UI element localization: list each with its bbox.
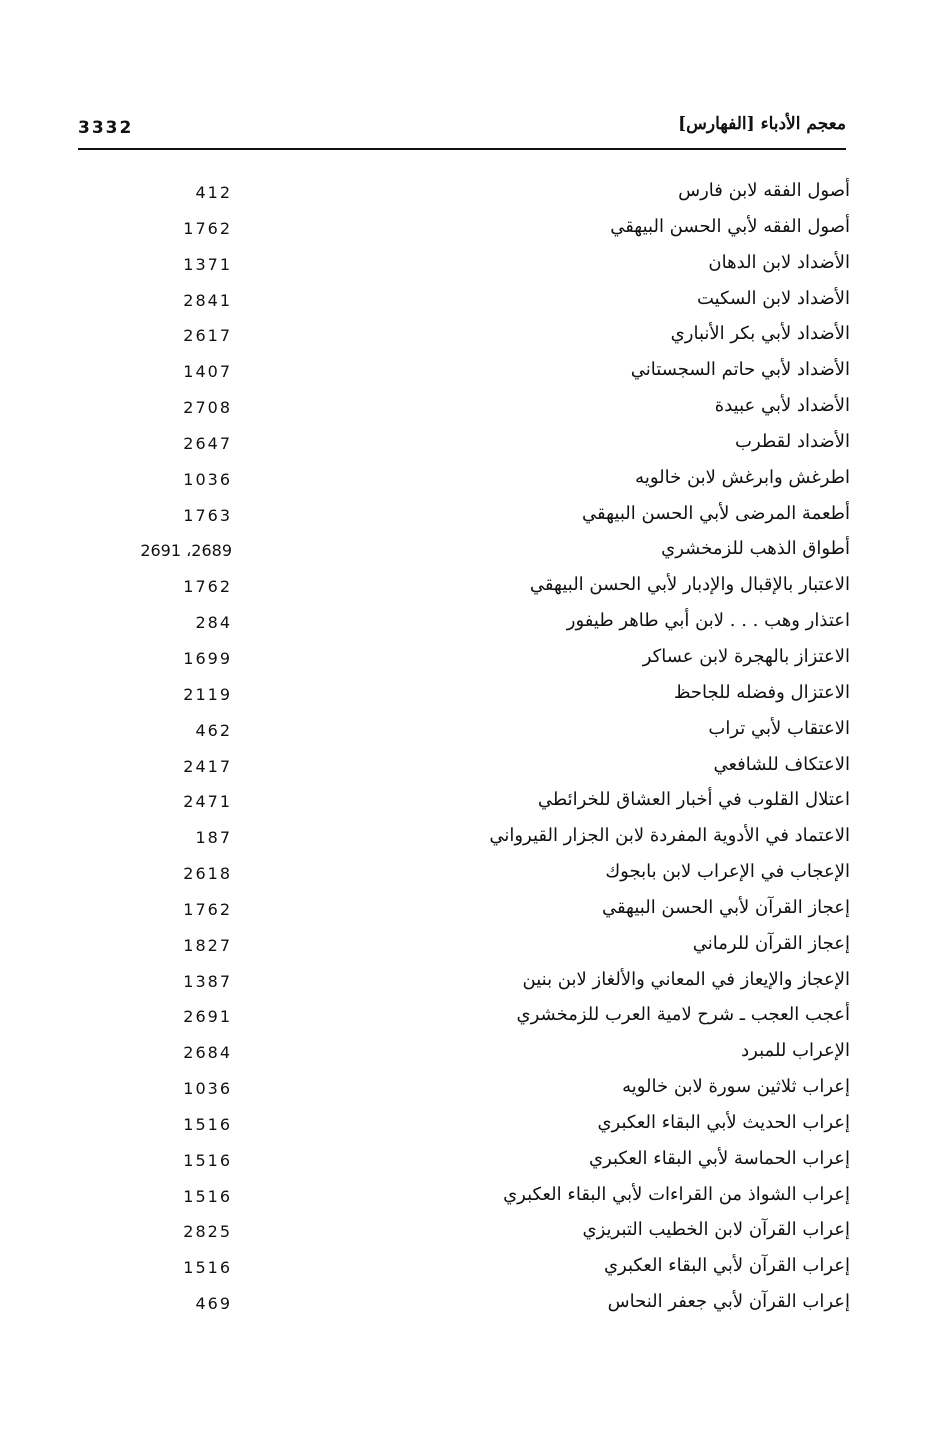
entry-title: إعراب القرآن لأبي البقاء العكبري	[603, 1255, 850, 1277]
entry-title: الاعتزاز بالهجرة لابن عساكر	[642, 645, 850, 667]
index-entry	[0, 785, 938, 821]
entry-title: الإعجاز والإيعاز في المعاني والألغاز لابن بنين	[522, 968, 850, 990]
entry-page-numbers: 2708	[183, 398, 232, 418]
entry-title: الأضداد لأبي بكر الأنباري	[670, 323, 850, 345]
entry-title: اعتلال القلوب في أخبار العشاق للخرائطي	[537, 789, 850, 811]
entry-title: إعجاز القرآن للرماني	[692, 932, 850, 954]
entry-page-numbers: 1762	[183, 577, 232, 597]
entry-page-numbers: 2119	[183, 684, 232, 704]
entry-page-numbers: 1036	[183, 1079, 232, 1099]
entry-page-numbers: 1699	[183, 648, 232, 668]
entry-page-numbers: 1763	[183, 505, 232, 525]
index-entry	[0, 1036, 938, 1072]
index-list	[0, 176, 938, 1323]
index-entry	[0, 176, 938, 212]
index-entry	[0, 319, 938, 355]
index-entry	[0, 534, 938, 570]
entry-page-numbers: 2647	[183, 433, 232, 453]
entry-title: اطرغش وابرغش لابن خالويه	[635, 466, 850, 488]
entry-title: إعراب الحماسة لأبي البقاء العكبري	[588, 1147, 850, 1169]
index-entry	[0, 1287, 938, 1323]
entry-page-numbers: 1516	[183, 1258, 232, 1278]
index-entry	[0, 391, 938, 427]
entry-title: الأضداد لأبي عبيدة	[714, 395, 850, 417]
entry-page-numbers: 1516	[183, 1186, 232, 1206]
entry-title: إعراب القرآن لأبي جعفر النحاس	[607, 1291, 850, 1313]
entry-page-numbers: 1036	[183, 469, 232, 489]
entry-page-numbers: 2841	[183, 290, 232, 310]
entry-title: أعجب العجب ـ شرح لامية العرب للزمخشري	[516, 1004, 850, 1026]
entry-title: أطعمة المرضى لأبي الحسن البيهقي	[582, 502, 850, 524]
index-entry	[0, 499, 938, 535]
index-entry	[0, 857, 938, 893]
entry-title: الاعتقاب لأبي تراب	[708, 717, 850, 739]
entry-title: إعراب الحديث لأبي البقاء العكبري	[597, 1111, 850, 1133]
index-entry	[0, 965, 938, 1001]
entry-page-numbers: 1516	[183, 1114, 232, 1134]
index-entry	[0, 606, 938, 642]
entry-page-numbers: 2417	[183, 756, 232, 776]
entry-page-numbers: 1387	[183, 971, 232, 991]
entry-page-numbers: 2684	[183, 1043, 232, 1063]
page-number: 3332	[78, 118, 134, 138]
index-entry	[0, 821, 938, 857]
entry-page-numbers: 1371	[183, 254, 232, 274]
entry-title: الاعتبار بالإقبال والإدبار لأبي الحسن البيهقي	[529, 574, 850, 596]
entry-page-numbers: 1762	[183, 218, 232, 238]
index-entry	[0, 284, 938, 320]
entry-title: إعجاز القرآن لأبي الحسن البيهقي	[601, 896, 850, 918]
entry-title: اعتذار وهب . . . لابن أبي طاهر طيفور	[566, 610, 850, 632]
entry-page-numbers: 1407	[183, 362, 232, 382]
index-entry	[0, 714, 938, 750]
entry-title: الإعجاب في الإعراب لابن بابجوك	[605, 861, 850, 883]
index-entry	[0, 1180, 938, 1216]
index-entry	[0, 570, 938, 606]
index-entry	[0, 248, 938, 284]
entry-title: الاعتكاف للشافعي	[713, 753, 850, 775]
entry-title: الأضداد لأبي حاتم السجستاني	[630, 359, 850, 381]
entry-page-numbers: 1762	[183, 899, 232, 919]
index-entry	[0, 678, 938, 714]
page-header	[78, 112, 846, 150]
entry-title: الاعتزال وفضله للجاحظ	[673, 681, 850, 703]
entry-title: الاعتماد في الأدوية المفردة لابن الجزار القيرواني	[489, 825, 850, 847]
index-entry	[0, 1215, 938, 1251]
index-entry	[0, 750, 938, 786]
entry-title: الأضداد لقطرب	[735, 430, 850, 452]
index-entry	[0, 212, 938, 248]
index-entry	[0, 1000, 938, 1036]
entry-title: إعراب ثلاثين سورة لابن خالويه	[622, 1076, 850, 1098]
entry-page-numbers: 412	[195, 183, 232, 202]
entry-page-numbers: 1516	[183, 1150, 232, 1170]
index-entry	[0, 355, 938, 391]
entry-page-numbers: 1827	[183, 935, 232, 955]
entry-title: الأضداد لابن الدهان	[708, 251, 850, 273]
entry-page-numbers: 2691	[183, 1007, 232, 1027]
entry-title: أطواق الذهب للزمخشري	[661, 538, 850, 560]
index-entry	[0, 427, 938, 463]
index-entry	[0, 1108, 938, 1144]
entry-page-numbers: 2471	[183, 792, 232, 812]
index-entry	[0, 929, 938, 965]
entry-page-numbers: 462	[195, 720, 232, 740]
entry-page-numbers: 2691 ،2689	[140, 541, 232, 561]
index-entry	[0, 893, 938, 929]
entry-title: إعراب الشواذ من القراءات لأبي البقاء العكبري	[503, 1183, 850, 1205]
index-entry	[0, 1072, 938, 1108]
entry-title: أصول الفقه لأبي الحسن البيهقي	[610, 215, 850, 237]
entry-page-numbers: 469	[195, 1294, 232, 1314]
running-title: معجم الأدباء [الفهارس]	[678, 114, 846, 134]
entry-title: الأضداد لابن السكيت	[696, 287, 850, 309]
index-entry	[0, 1144, 938, 1180]
index-entry	[0, 642, 938, 678]
entry-title: أصول الفقه لابن فارس	[678, 180, 850, 201]
entry-page-numbers: 187	[195, 828, 232, 848]
entry-title: إعراب القرآن لابن الخطيب التبريزي	[582, 1219, 850, 1241]
index-entry	[0, 463, 938, 499]
entry-page-numbers: 2617	[183, 326, 232, 346]
entry-page-numbers: 2618	[183, 864, 232, 884]
entry-page-numbers: 284	[195, 613, 232, 633]
entry-title: الإعراب للمبرد	[741, 1040, 850, 1062]
entry-page-numbers: 2825	[183, 1222, 232, 1242]
index-entry	[0, 1251, 938, 1287]
